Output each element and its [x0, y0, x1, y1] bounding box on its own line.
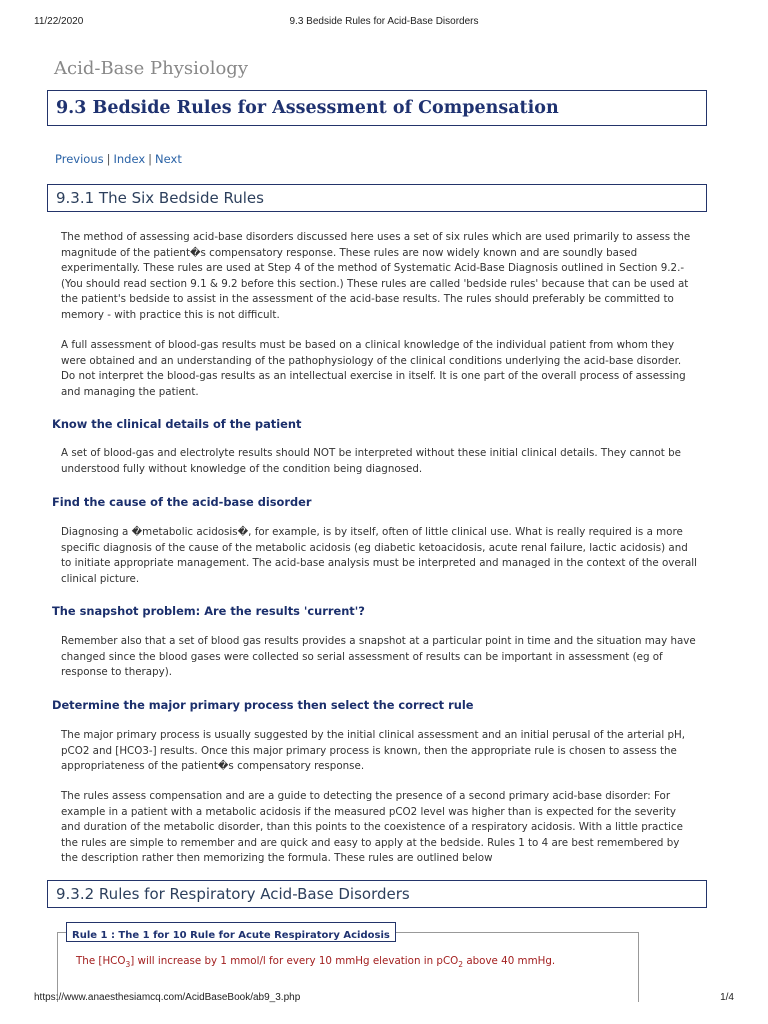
print-date: 11/22/2020	[34, 16, 84, 27]
paragraph-snapshot: Remember also that a set of blood gas results provides a snapshot at a particular point in time and the situation may have changed since the blood gases were collected so serial assessment of results can be important in assessment (eg of response to therapy).	[61, 635, 696, 678]
subheading-major-process: Determine the major primary process then select the correct rule	[52, 698, 474, 712]
rule-1-text-part: The [HCO	[76, 955, 126, 967]
rule-1-label-box	[66, 922, 396, 942]
print-doc-title: 9.3 Bedside Rules for Acid-Base Disorders	[289, 16, 479, 27]
rule-1-subscript: 2	[458, 960, 464, 970]
paragraph-find-cause: Diagnosing a �metabolic acidosis�, for example, is by itself, often of little clinical use. What is really required is a more specific diagnosis of the cause of the metabolic acidosis (eg diabetic ketoacidosis, acute renal failure, lactic acidosis) and to initiate appropriate management. The acid-base analysis must be interpreted and managed in the context of the overall clinical picture.	[61, 526, 698, 585]
paragraph-full-assessment: A full assessment of blood-gas results must be based on a clinical knowledge of the individual patient from whom they were obtained and an understanding of the pathophysiology of the clinical conditions underlying the acid-base disorder. Do not interpret the blood-gas results as an intellectual exercise in itself. It is one part of the overall process of assessing and managing the patient.	[61, 339, 686, 398]
page-heading-box	[47, 90, 707, 126]
site-title: Acid-Base Physiology	[54, 58, 249, 79]
rule-1-text	[76, 955, 636, 969]
paragraph-rules-assess: The rules assess compensation and are a guide to detecting the presence of a second primary acid-base disorder: For example in a patient with a metabolic acidosis if the measured pCO2 level was higher than is expected for the severity and duration of the metabolic disorder, than this points to the coexistence of a respiratory acidosis. With a little practice the rules are simple to remember and are quick and easy to apply at the bedside. Rules 1 to 4 are best remembered by the description rather then memorizing the formula. These rules are outlined below	[61, 790, 683, 864]
section-title-six-rules: 9.3.1 The Six Bedside Rules	[56, 189, 264, 207]
subheading-find-cause: Find the cause of the acid-base disorder	[52, 495, 312, 509]
section-heading-box	[47, 184, 707, 212]
print-header	[34, 16, 734, 30]
next-link[interactable]: Next	[155, 152, 182, 166]
print-page-number: 1/4	[720, 992, 734, 1003]
page-nav	[55, 152, 182, 166]
section-title-respiratory: 9.3.2 Rules for Respiratory Acid-Base Disorders	[56, 885, 410, 903]
subheading-clinical-details: Know the clinical details of the patient	[52, 417, 302, 431]
print-footer	[34, 992, 734, 1006]
paragraph-major-process: The major primary process is usually suggested by the initial clinical assessment and an initial perusal of the arterial pH, pCO2 and [HCO3-] results. Once this major primary process is known, then the appropriate rule is chosen to assess the appropriateness of the patient�s compensatory response.	[61, 729, 686, 772]
rule-1-text-part: above 40 mmHg.	[463, 955, 556, 967]
nav-separator: |	[106, 152, 111, 166]
subheading-snapshot: The snapshot problem: Are the results 'current'?	[52, 604, 365, 618]
page-title: 9.3 Bedside Rules for Assessment of Compensation	[56, 98, 559, 118]
rule-1-subscript: 3	[125, 960, 131, 970]
nav-separator: |	[148, 152, 153, 166]
index-link[interactable]: Index	[113, 152, 146, 166]
previous-link[interactable]: Previous	[55, 152, 104, 166]
rule-1-label: Rule 1 : The 1 for 10 Rule for Acute Respiratory Acidosis	[72, 930, 390, 941]
paragraph-clinical-details: A set of blood-gas and electrolyte results should NOT be interpreted without these initial clinical details. They cannot be understood fully without knowledge of the condition being diagnosed.	[61, 447, 681, 475]
section-heading-box	[47, 880, 707, 908]
rule-1-text-part: ] will increase by 1 mmol/l for every 10 mmHg elevation in pCO	[130, 955, 459, 967]
print-url: https://www.anaesthesiamcq.com/AcidBaseBook/ab9_3.php	[34, 992, 301, 1003]
paragraph-intro: The method of assessing acid-base disorders discussed here uses a set of six rules which are used primarily to assess the magnitude of the patient�s compensatory response. These rules are now widely known and are soundly based experimentally. These rules are used at Step 4 of the method of Systematic Acid-Base Diagnosis outlined in Section 9.2.- (You should read section 9.1 & 9.2 before this section.) These rules are called 'bedside rules' because that can be used at the patient's bedside to assist in the assessment of the acid-base results. The rules should preferably be committed to memory - with practice this is not difficult.	[61, 231, 691, 321]
